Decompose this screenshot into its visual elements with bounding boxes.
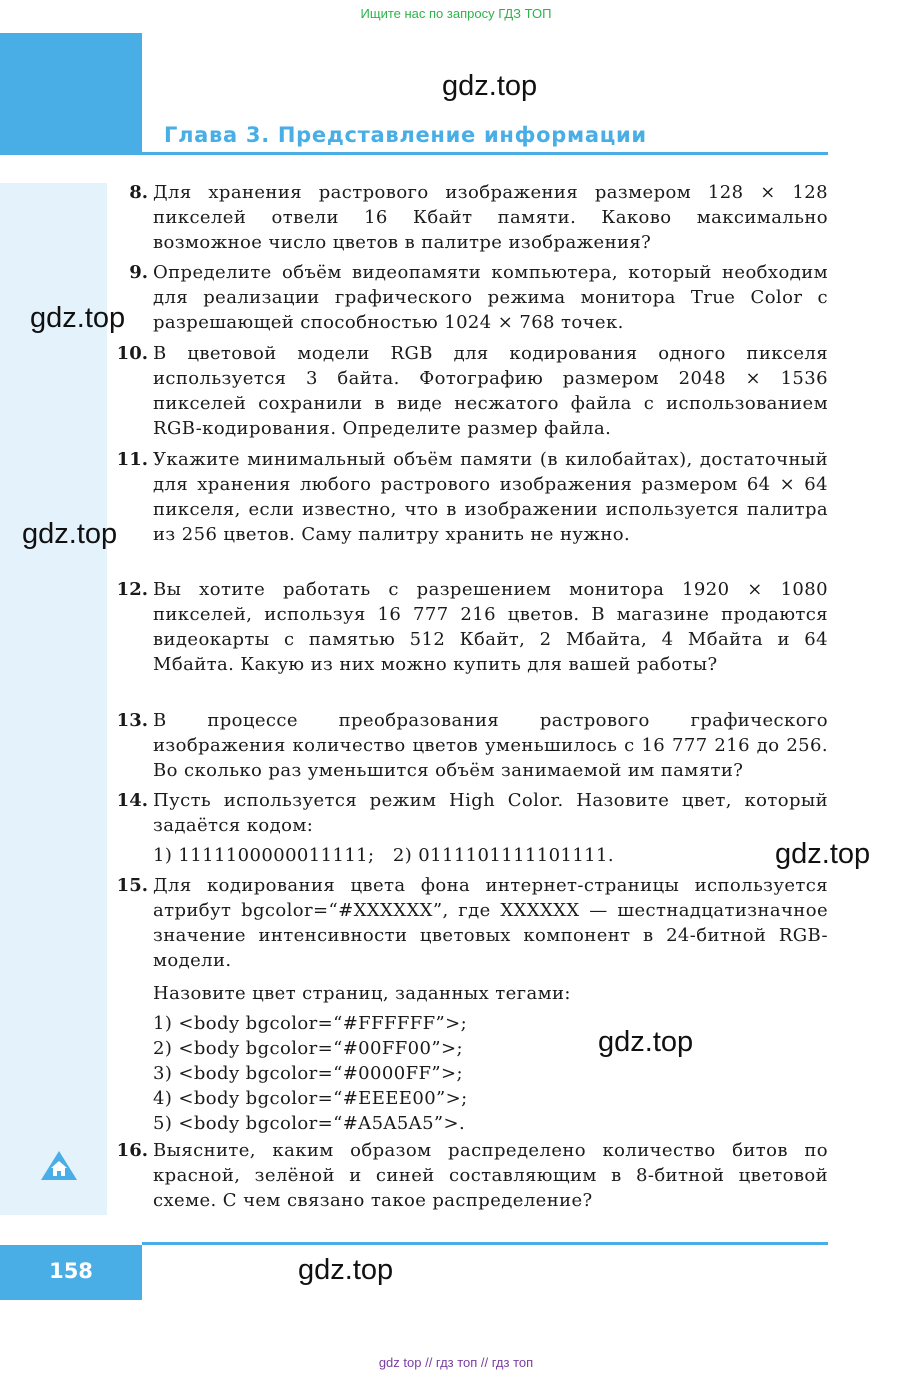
top-banner: Ищите нас по запросу ГДЗ ТОП bbox=[360, 6, 552, 21]
task-16 bbox=[110, 1138, 828, 1213]
task-number: 9. bbox=[129, 262, 148, 283]
task-number: 13. bbox=[116, 710, 148, 731]
task-number: 10. bbox=[116, 343, 148, 364]
home-task-icon bbox=[40, 1149, 78, 1181]
tag-item: 2) <body bgcolor=“#00FF00”>; bbox=[153, 1038, 463, 1059]
footer-divider bbox=[142, 1242, 828, 1245]
watermark: gdz.top bbox=[442, 70, 538, 102]
task-codes: 1) 1111100000011111; 2) 0111101111101111. bbox=[153, 845, 615, 866]
chapter-corner-block bbox=[0, 33, 142, 155]
page-number: 158 bbox=[0, 1245, 142, 1300]
task-11 bbox=[110, 447, 828, 547]
task-number: 14. bbox=[116, 790, 148, 811]
tag-item: 4) <body bgcolor=“#EEEE00”>; bbox=[153, 1088, 468, 1109]
task-number: 12. bbox=[116, 579, 148, 600]
tag-item: 1) <body bgcolor=“#FFFFFF”>; bbox=[153, 1013, 468, 1034]
task-number: 15. bbox=[116, 875, 148, 896]
task-9 bbox=[110, 260, 828, 335]
task-text: Для хранения растрового изображения размером 128 × 128 пикселей отвели 16 Кбайт памяти. Каково максимально возможное число цветов в палитре изображения? bbox=[153, 182, 828, 253]
watermark: gdz.top bbox=[298, 1254, 394, 1286]
task-text: Укажите минимальный объём памяти (в килобайтах), достаточный для хранения любого растрового изображения размером 64 × 64 пикселя, если известно, что в изображении используется палитра из 256 цветов. Саму палитру хранить не нужно. bbox=[153, 449, 828, 545]
task-number: 16. bbox=[116, 1140, 148, 1161]
task-text: Выясните, каким образом распределено количество битов по красной, зелёной и синей составляющим в 8-битной цветовой схеме. С чем связано такое распределение? bbox=[153, 1140, 828, 1211]
task-question: Назовите цвет страниц, заданных тегами: bbox=[153, 983, 571, 1004]
task-14 bbox=[110, 788, 828, 868]
watermark: gdz.top bbox=[30, 302, 126, 334]
chapter-divider bbox=[142, 152, 828, 155]
task-10 bbox=[110, 341, 828, 441]
task-text: В цветовой модели RGB для кодирования одного пикселя используется 3 байта. Фотографию размером 2048 × 1536 пикселей сохранили в виде несжатого файла с использованием RGB-кодирования. Определите размер файла. bbox=[153, 343, 828, 439]
task-15 bbox=[110, 873, 828, 1136]
task-13 bbox=[110, 708, 828, 783]
task-number: 11. bbox=[116, 449, 148, 470]
watermark: gdz.top bbox=[22, 518, 118, 550]
task-text: В процессе преобразования растрового графического изображения количество цветов уменьшилось с 16 777 216 до 256. Во сколько раз уменьшится объём занимаемой им памяти? bbox=[153, 710, 828, 781]
task-text: Определите объём видеопамяти компьютера, который необходим для реализации графического режима монитора True Color с разрешающей способностью 1024 × 768 точек. bbox=[153, 262, 828, 333]
task-text: Пусть используется режим High Color. Назовите цвет, который задаётся кодом: bbox=[153, 790, 828, 836]
task-text: Вы хотите работать с разрешением монитора 1920 × 1080 пикселей, используя 16 777 216 цветов. В магазине продаются видеокарты с памятью 512 Кбайт, 2 Мбайта, 4 Мбайта и 64 Мбайта. Какую из них можно купить для вашей работы? bbox=[153, 579, 828, 675]
tag-item: 5) <body bgcolor=“#A5A5A5”>. bbox=[153, 1113, 466, 1134]
chapter-title: Глава 3. Представление информации bbox=[164, 123, 647, 147]
task-text: Для кодирования цвета фона интернет-страницы используется атрибут bgcolor=“#XXXXXX”, где XXXXXX — шестнадцатизначное значение интенсивности цветовых компонент в 24-битной RGB-модели. bbox=[153, 875, 828, 971]
task-8 bbox=[110, 180, 828, 255]
tag-item: 3) <body bgcolor=“#0000FF”>; bbox=[153, 1063, 463, 1084]
task-12 bbox=[110, 577, 828, 677]
watermark: gdz.top bbox=[775, 838, 871, 870]
watermark: gdz.top bbox=[598, 1026, 694, 1058]
task-number: 8. bbox=[129, 182, 148, 203]
bottom-banner: gdz top // гдз топ // гдз топ bbox=[378, 1355, 534, 1370]
margin-strip bbox=[0, 183, 107, 1215]
